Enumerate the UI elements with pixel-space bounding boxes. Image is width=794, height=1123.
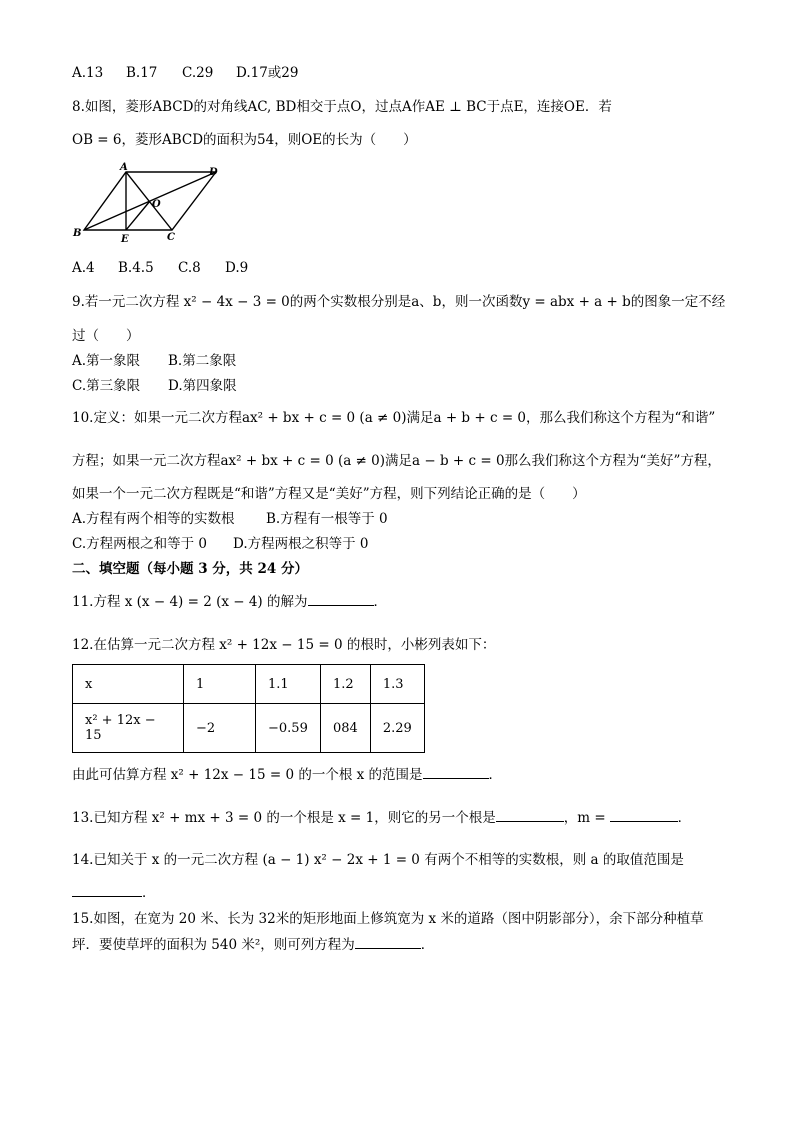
segment-oe xyxy=(126,201,150,230)
q8-options xyxy=(72,259,248,277)
q9-option-b: B.第二象限 xyxy=(168,353,237,369)
q15-answer-blank[interactable] xyxy=(355,948,421,949)
q10-line1: 10.定义：如果一元二次方程ax² + bx + c = 0 (a ≠ 0)满足a + b + c = 0，那么我们称这个方程为“和谐” xyxy=(72,410,716,426)
q10-line2: 方程；如果一元二次方程ax² + bx + c = 0 (a ≠ 0)满足a − b + c = 0那么我们称这个方程为“美好”方程， xyxy=(72,453,721,469)
table-cell: 084 xyxy=(321,704,371,753)
table-cell: 1.3 xyxy=(370,665,424,704)
q11 xyxy=(72,593,387,611)
q12-end: ． xyxy=(488,767,503,783)
table-cell: 1.2 xyxy=(321,665,371,704)
q14-text: 14.已知关于 x 的一元二次方程 (a − 1) x² − 2x + 1 = 0 有两个不相等的实数根，则 a 的取值范围是 xyxy=(72,852,684,868)
q14-answer-blank[interactable] xyxy=(72,896,142,897)
label-o: O xyxy=(152,199,161,210)
q10-options-row2 xyxy=(72,535,369,553)
q8-option-d: D.9 xyxy=(225,260,249,276)
q15-line1: 15.如图，在宽为 20 米、长为 32米的矩形地面上修筑宽为 x 米的道路（图中阴影部分），余下部分种植草 xyxy=(72,911,704,927)
q13-m-blank[interactable] xyxy=(610,821,678,822)
q8-option-b: B.4.5 xyxy=(118,260,154,276)
q9-options-row2 xyxy=(72,377,237,395)
q13-root-blank[interactable] xyxy=(496,821,564,822)
q12-after-text: 由此可估算方程 x² + 12x − 15 = 0 的一个根 x 的范围是 xyxy=(72,767,423,783)
q12-after xyxy=(72,766,502,784)
q9-option-a: A.第一象限 xyxy=(72,353,141,369)
q12-text: 12.在估算一元二次方程 x² + 12x − 15 = 0 的根时，小彬列表如下： xyxy=(72,637,496,653)
q13-text: 13.已知方程 x² + mx + 3 = 0 的一个根是 x = 1，则它的另一个根是 xyxy=(72,810,496,826)
q9-option-c: C.第三象限 xyxy=(72,378,141,394)
q10-options-row1 xyxy=(72,510,388,528)
q7-options xyxy=(72,64,299,82)
q9-line2: 过（ ） xyxy=(72,328,140,344)
q10-option-a: A.方程有两个相等的实数根 xyxy=(72,511,235,527)
label-d: D xyxy=(209,167,218,178)
table-cell: x xyxy=(73,665,184,704)
q11-text: 11.方程 x (x − 4) = 2 (x − 4) 的解为 xyxy=(72,594,308,610)
q10-line3: 如果一个一元二次方程既是“和谐”方程又是“美好”方程，则下列结论正确的是（ ） xyxy=(72,486,586,502)
q15-line2 xyxy=(72,936,434,954)
q13-mid: ，m = xyxy=(563,810,606,826)
q7-option-b: B.17 xyxy=(126,65,158,81)
label-c: C xyxy=(167,232,175,243)
table-cell: x² + 12x − 15 xyxy=(73,704,184,753)
section2-heading: 二、填空题（每小题 3 分，共 24 分） xyxy=(72,561,308,577)
table-row xyxy=(73,704,425,753)
q7-option-d: D.17或29 xyxy=(236,65,299,81)
table-cell: 1.1 xyxy=(256,665,321,704)
q15-end: ． xyxy=(420,937,435,953)
table-cell: −2 xyxy=(184,704,256,753)
table-row xyxy=(73,665,425,704)
q13-end: ． xyxy=(677,810,692,826)
q7-option-c: C.29 xyxy=(182,65,214,81)
q10-option-c: C.方程两根之和等于 0 xyxy=(72,536,208,552)
q8-line1: 8.如图，菱形ABCD的对角线AC, BD相交于点O，过点A作AE ⊥ BC于点E，连接OE．若 xyxy=(72,99,612,115)
q11-end: ． xyxy=(373,594,387,610)
q8-option-c: C.8 xyxy=(178,260,201,276)
label-e: E xyxy=(121,234,129,245)
q13 xyxy=(72,809,691,827)
q9-options-row1 xyxy=(72,352,236,370)
table-cell: 1 xyxy=(184,665,256,704)
label-a: A xyxy=(120,162,128,173)
table-cell: 2.29 xyxy=(370,704,424,753)
q8-rhombus-figure xyxy=(70,160,230,246)
q8-option-a: A.4 xyxy=(72,260,95,276)
q9-line1: 9.若一元二次方程 x² − 4x − 3 = 0的两个实数根分别是a、b，则一次函数y = abx + a + b的图象一定不经 xyxy=(72,294,726,310)
q14-end: ． xyxy=(142,885,156,901)
q10-option-d: D.方程两根之积等于 0 xyxy=(233,536,369,552)
q8-line2: OB = 6，菱形ABCD的面积为54，则OE的长为（ ） xyxy=(72,132,417,148)
q14-answer xyxy=(72,884,156,902)
label-b: B xyxy=(73,228,82,239)
q12-answer-blank[interactable] xyxy=(423,778,489,779)
q9-option-d: D.第四象限 xyxy=(168,378,237,394)
table-cell: −0.59 xyxy=(256,704,321,753)
q10-option-b: B.方程有一根等于 0 xyxy=(266,511,388,527)
q11-answer-blank[interactable] xyxy=(308,605,374,606)
q15-text: 坪．要使草坪的面积为 540 米²，则可列方程为 xyxy=(72,937,355,953)
q12-estimate-table xyxy=(72,664,425,753)
q7-option-a: A.13 xyxy=(72,65,104,81)
